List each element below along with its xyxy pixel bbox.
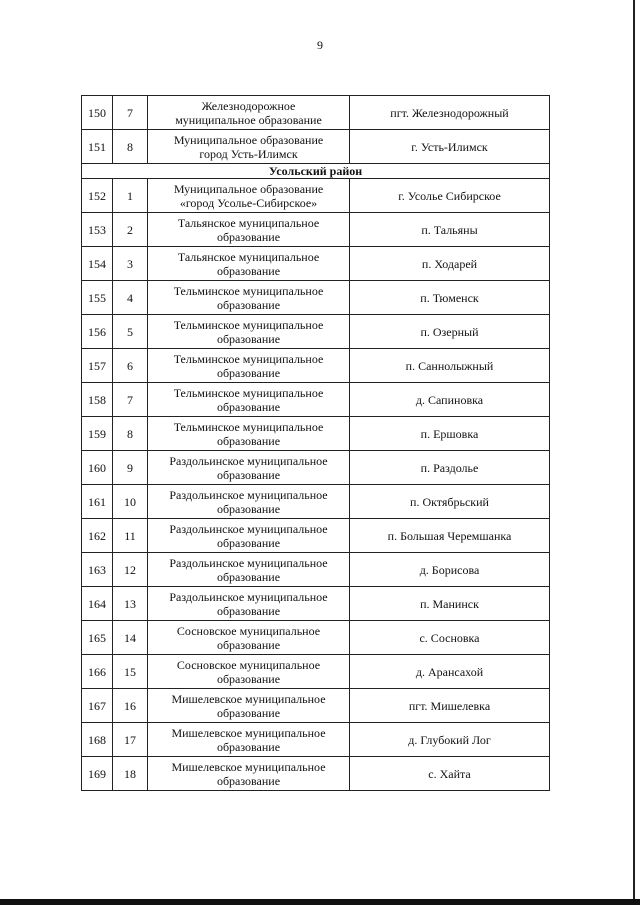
municipality-name-line: образование (216, 603, 281, 618)
table-row (82, 587, 550, 621)
row-number: 161 (82, 485, 113, 519)
row-number: 152 (82, 179, 113, 213)
municipality-name (148, 417, 350, 451)
row-subnumber: 3 (113, 247, 148, 281)
municipality-name (148, 655, 350, 689)
table-row (82, 383, 550, 417)
row-number: 160 (82, 451, 113, 485)
municipality-name-line: образование (216, 773, 281, 788)
municipality-name (148, 349, 350, 383)
settlement-name: с. Хайта (350, 757, 550, 791)
municipality-name-line: муниципальное образование (175, 112, 322, 127)
settlement-name: п. Ершовка (350, 417, 550, 451)
municipality-name-line: Тельминское муниципальное (173, 419, 324, 434)
row-subnumber: 8 (113, 130, 148, 164)
municipality-name (148, 621, 350, 655)
municipality-name (148, 587, 350, 621)
settlement-name: п. Саннолыжный (350, 349, 550, 383)
settlement-name: п. Тальяны (350, 213, 550, 247)
table-row (82, 213, 550, 247)
row-subnumber: 1 (113, 179, 148, 213)
municipality-name (148, 315, 350, 349)
row-subnumber: 13 (113, 587, 148, 621)
municipality-name-line: Сосновское муниципальное (176, 657, 321, 672)
row-number: 167 (82, 689, 113, 723)
row-number: 163 (82, 553, 113, 587)
municipality-name-line: «город Усолье-Сибирское» (179, 195, 318, 210)
municipality-name (148, 213, 350, 247)
municipality-name-line: Сосновское муниципальное (176, 623, 321, 638)
municipality-name-line: образование (216, 331, 281, 346)
row-number: 156 (82, 315, 113, 349)
table-row (82, 553, 550, 587)
settlement-name: д. Глубокий Лог (350, 723, 550, 757)
table-row (82, 315, 550, 349)
municipality-name (148, 451, 350, 485)
row-number: 166 (82, 655, 113, 689)
row-subnumber: 14 (113, 621, 148, 655)
table-row (82, 723, 550, 757)
row-subnumber: 4 (113, 281, 148, 315)
row-number: 159 (82, 417, 113, 451)
settlements-table (81, 95, 550, 791)
settlement-name: д. Борисова (350, 553, 550, 587)
municipality-name (148, 130, 350, 164)
row-subnumber: 15 (113, 655, 148, 689)
municipality-name (148, 757, 350, 791)
row-number: 157 (82, 349, 113, 383)
municipality-name-line: образование (216, 569, 281, 584)
municipality-name-line: Тальянское муниципальное (177, 215, 320, 230)
table-row (82, 417, 550, 451)
municipality-name-line: Раздольинское муниципальное (169, 589, 328, 604)
row-subnumber: 9 (113, 451, 148, 485)
municipality-name-line: Железнодорожное (201, 98, 296, 113)
row-subnumber: 7 (113, 383, 148, 417)
municipality-name-line: образование (216, 739, 281, 754)
settlement-name: пгт. Мишелевка (350, 689, 550, 723)
municipality-name-line: Тельминское муниципальное (173, 385, 324, 400)
municipality-name-line: Мишелевское муниципальное (171, 725, 326, 740)
row-number: 158 (82, 383, 113, 417)
municipality-name (148, 281, 350, 315)
section-title: Усольский район (82, 164, 550, 179)
municipality-name-line: образование (216, 229, 281, 244)
section-header-row (82, 164, 550, 179)
municipality-name-line: Раздольинское муниципальное (169, 521, 328, 536)
municipality-name-line: образование (216, 535, 281, 550)
settlement-name: п. Раздолье (350, 451, 550, 485)
row-number: 154 (82, 247, 113, 281)
municipality-name-line: образование (216, 467, 281, 482)
row-subnumber: 18 (113, 757, 148, 791)
table-body (82, 96, 550, 791)
table-row (82, 349, 550, 383)
municipality-name-line: Мишелевское муниципальное (171, 759, 326, 774)
municipality-name-line: образование (216, 365, 281, 380)
municipality-name-line: Тельминское муниципальное (173, 283, 324, 298)
row-number: 168 (82, 723, 113, 757)
municipality-name-line: Раздольинское муниципальное (169, 555, 328, 570)
table-row (82, 689, 550, 723)
row-subnumber: 5 (113, 315, 148, 349)
municipality-name-line: образование (216, 263, 281, 278)
municipality-name (148, 383, 350, 417)
row-subnumber: 8 (113, 417, 148, 451)
table-row (82, 655, 550, 689)
municipality-name-line: образование (216, 671, 281, 686)
table-row (82, 96, 550, 130)
row-number: 164 (82, 587, 113, 621)
municipality-name-line: Раздольинское муниципальное (169, 453, 328, 468)
settlement-name: пгт. Железнодорожный (350, 96, 550, 130)
row-number: 169 (82, 757, 113, 791)
row-number: 151 (82, 130, 113, 164)
municipality-name-line: Тальянское муниципальное (177, 249, 320, 264)
municipality-name-line: образование (216, 399, 281, 414)
municipality-name-line: Мишелевское муниципальное (171, 691, 326, 706)
municipality-name-line: образование (216, 705, 281, 720)
table-row (82, 451, 550, 485)
municipality-name (148, 689, 350, 723)
settlement-name: п. Ходарей (350, 247, 550, 281)
settlement-name: д. Арансахой (350, 655, 550, 689)
row-number: 155 (82, 281, 113, 315)
row-subnumber: 10 (113, 485, 148, 519)
municipality-name-line: город Усть-Илимск (199, 146, 298, 161)
row-subnumber: 16 (113, 689, 148, 723)
table-row (82, 247, 550, 281)
municipality-name (148, 179, 350, 213)
municipality-name-line: Раздольинское муниципальное (169, 487, 328, 502)
table-row (82, 130, 550, 164)
municipality-name (148, 247, 350, 281)
settlement-name: п. Озерный (350, 315, 550, 349)
municipality-name-line: Тельминское муниципальное (173, 317, 324, 332)
page-number: 9 (317, 38, 323, 52)
table-row (82, 621, 550, 655)
municipality-name-line: Муниципальное образование (173, 132, 324, 147)
settlement-name: д. Сапиновка (350, 383, 550, 417)
municipality-name (148, 485, 350, 519)
table-row (82, 485, 550, 519)
settlement-name: с. Сосновка (350, 621, 550, 655)
row-subnumber: 7 (113, 96, 148, 130)
row-subnumber: 6 (113, 349, 148, 383)
municipality-name (148, 96, 350, 130)
settlement-name: п. Октябрьский (350, 485, 550, 519)
row-number: 150 (82, 96, 113, 130)
municipality-name-line: Муниципальное образование (173, 181, 324, 196)
table-row (82, 519, 550, 553)
row-number: 153 (82, 213, 113, 247)
settlement-name: г. Усолье Сибирское (350, 179, 550, 213)
municipality-name (148, 519, 350, 553)
row-number: 162 (82, 519, 113, 553)
settlement-name: г. Усть-Илимск (350, 130, 550, 164)
settlement-name: п. Большая Черемшанка (350, 519, 550, 553)
table-row (82, 281, 550, 315)
scan-edge-line (633, 0, 635, 905)
settlement-name: п. Манинск (350, 587, 550, 621)
municipality-name-line: образование (216, 433, 281, 448)
municipality-name (148, 723, 350, 757)
row-subnumber: 17 (113, 723, 148, 757)
row-subnumber: 2 (113, 213, 148, 247)
municipality-name-line: образование (216, 501, 281, 516)
row-subnumber: 12 (113, 553, 148, 587)
row-subnumber: 11 (113, 519, 148, 553)
municipality-name (148, 553, 350, 587)
table-row (82, 757, 550, 791)
municipality-name-line: образование (216, 297, 281, 312)
table-row (82, 179, 550, 213)
settlement-name: п. Тюменск (350, 281, 550, 315)
municipality-name-line: образование (216, 637, 281, 652)
municipality-name-line: Тельминское муниципальное (173, 351, 324, 366)
row-number: 165 (82, 621, 113, 655)
scan-bottom-bar (0, 899, 640, 905)
